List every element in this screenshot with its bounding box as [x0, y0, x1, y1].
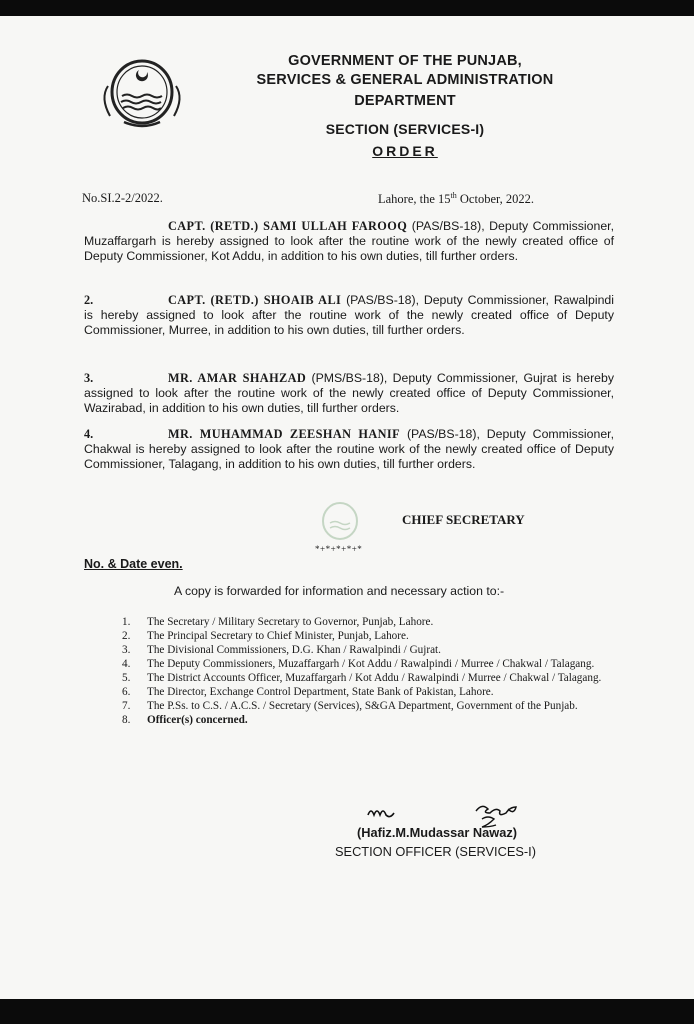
- faded-emblem-stamp: [318, 499, 362, 543]
- bottom-black-bar: [0, 999, 694, 1024]
- officer-name: CAPT. (RETD.) SHOAIB ALI: [168, 293, 342, 307]
- recipient-list: [118, 615, 618, 727]
- paragraph-number: 2.: [84, 293, 94, 307]
- section-officer-title: SECTION OFFICER (SERVICES-I): [335, 844, 536, 859]
- list-item: 1. The Secretary / Military Secretary to Governor, Punjab, Lahore.: [122, 616, 434, 628]
- order-paragraph-2: 2. CAPT. (RETD.) SHOAIB ALI (PAS/BS-18), Deputy Commissioner, Rawalpindi is hereby assigned to look after the routine work of the newly created office of Deputy Commissioner, Murree, in addition to his own duties, till further orders.: [84, 293, 614, 337]
- list-item: 3. The Divisional Commissioners, D.G. Khan / Rawalpindi / Gujrat.: [122, 644, 441, 656]
- list-item: 5. The District Accounts Officer, Muzaffargarh / Kot Addu / Rawalpindi / Murree / Chakwal / Talagang.: [122, 672, 602, 684]
- order-date: Lahore, the 15th October, 2022.: [378, 191, 535, 207]
- section-title: SECTION (SERVICES-I): [325, 121, 485, 137]
- header-line-2: SERVICES & GENERAL ADMINISTRATION: [256, 72, 554, 88]
- copy-forwarded-line: A copy is forwarded for information and necessary action to:-: [174, 584, 505, 598]
- header-line-1: GOVERNMENT OF THE PUNJAB,: [288, 53, 522, 69]
- paragraph-number: 3.: [84, 371, 94, 385]
- order-paragraph-1: CAPT. (RETD.) SAMI ULLAH FAROOQ (PAS/BS-18), Deputy Commissioner, Muzaffargarh is hereby assigned to look after the routine work of the newly created office of Deputy Commissioner, Kot Addu, in addition to his own duties, till further orders.: [84, 219, 615, 263]
- list-item: 6. The Director, Exchange Control Department, State Bank of Pakistan, Lahore.: [122, 686, 494, 698]
- order-paragraph-3: 3. MR. AMAR SHAHZAD (PMS/BS-18), Deputy Commissioner, Gujrat is hereby assigned to look after the routine work of the newly created office of Deputy Commissioner, Wazirabad, in addition to his own duties, till further orders.: [84, 371, 614, 415]
- punjab-emblem-icon: [94, 56, 190, 130]
- officer-name: MR. MUHAMMAD ZEESHAN HANIF: [168, 427, 401, 441]
- reference-number: No.SI.2-2/2022.: [82, 191, 163, 205]
- top-black-bar: [0, 0, 694, 16]
- officer-name: CAPT. (RETD.) SAMI ULLAH FAROOQ: [168, 219, 408, 233]
- header-line-3: DEPARTMENT: [354, 93, 456, 109]
- no-and-date-heading: No. & Date even.: [84, 557, 183, 571]
- separator-stars: *+*+*+*+*: [315, 544, 363, 554]
- list-item: 4. The Deputy Commissioners, Muzaffargarh / Kot Addu / Rawalpindi / Murree / Chakwal / Talagang.: [122, 658, 595, 670]
- order-paragraph-4: 4. MR. MUHAMMAD ZEESHAN HANIF (PAS/BS-18), Deputy Commissioner, Chakwal is hereby assigned to look after the routine work of the newly created office of Deputy Commissioner, Talagang, in addition to his own duties, till further orders.: [84, 427, 614, 471]
- list-item: 7. The P.Ss. to C.S. / A.C.S. / Secretary (Services), S&GA Department, Government of the Punjab.: [122, 700, 578, 712]
- order-title: ORDER: [372, 143, 438, 159]
- list-item: 2. The Principal Secretary to Chief Minister, Punjab, Lahore.: [122, 630, 409, 642]
- paragraph-number: 4.: [84, 427, 94, 441]
- list-item: 8. Officer(s) concerned.: [122, 714, 248, 726]
- chief-secretary-signatory: CHIEF SECRETARY: [402, 512, 525, 527]
- officer-name: MR. AMAR SHAHZAD: [168, 371, 307, 385]
- section-officer-name: (Hafiz.M.Mudassar Nawaz): [357, 825, 517, 840]
